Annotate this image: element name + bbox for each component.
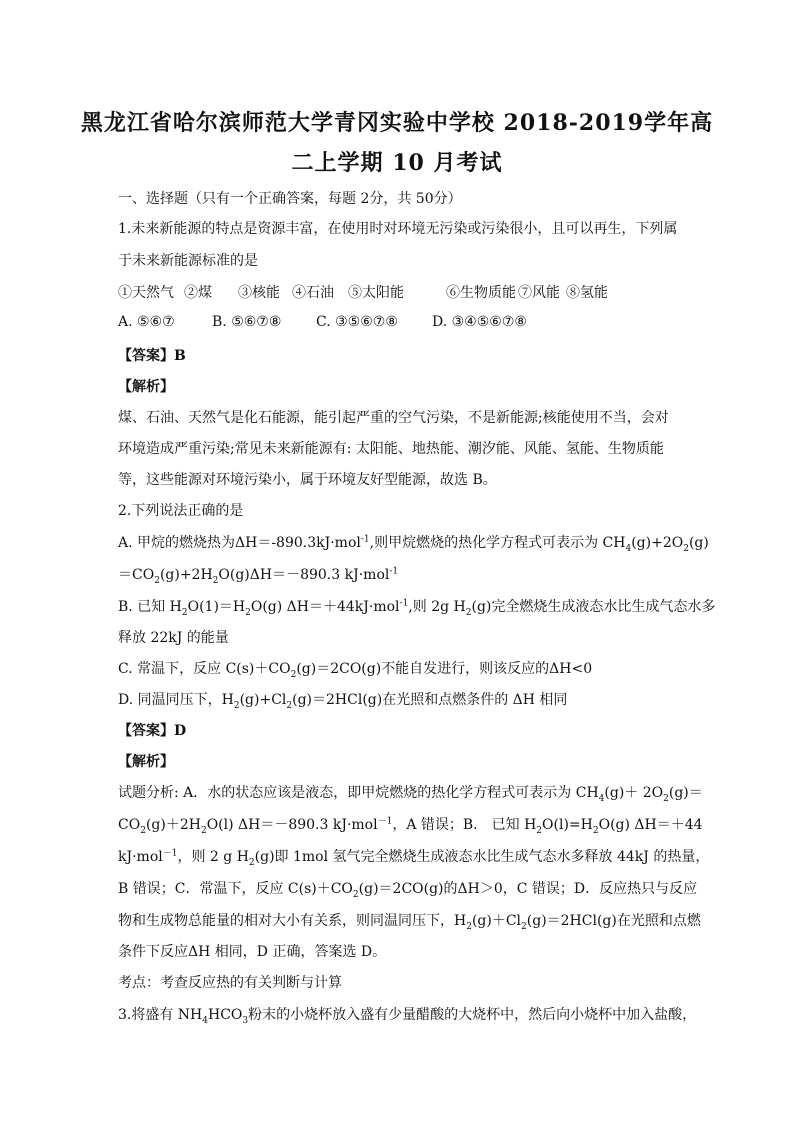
q1-analysis-label: 【解析】 xyxy=(118,379,174,395)
q1-item: ⑧氢能 xyxy=(566,285,608,301)
q1-item: ②煤 xyxy=(184,285,212,301)
q1-item: ①天然气 xyxy=(118,285,174,301)
q2-option-b-line2: 释放 22kJ 的能量 xyxy=(118,630,229,646)
q2-kaodian: 考点：考查反应热的有关判断与计算 xyxy=(118,975,342,991)
q2-analysis-line: 条件下反应ΔH 相同，D 正确，答案选 D。 xyxy=(118,944,387,960)
q1-analysis-line: 环境造成严重污染;常见未来新能源有: 太阳能、地热能、潮汐能、风能、氢能、生物质能 xyxy=(118,441,664,457)
q1-item: ④石油 xyxy=(292,285,334,301)
q1-item: ⑥生物质能 xyxy=(446,285,516,301)
q2-answer: 【答案】D xyxy=(118,723,187,739)
q1-option-a: A. ⑤⑥⑦ xyxy=(118,314,175,330)
q2-option-d: D. 同温同压下，$H_2(g)+Cl_2(g)=2HCl(g)$在光照和点燃条件的 ΔH 相同 xyxy=(118,692,568,711)
q1-analysis-line: 等，这些能源对环境污染小，属于环境友好型能源，故选 B。 xyxy=(118,472,497,488)
q1-item: ⑦风能 xyxy=(518,285,560,301)
q1-answer: 【答案】B xyxy=(118,348,186,364)
q2-analysis-label: 【解析】 xyxy=(118,754,174,770)
q2-option-c: C. 常温下，反应 $C(s)+CO_2(g)=2CO(g)$不能自发进行，则该反应的ΔH<0 xyxy=(118,661,593,680)
document-title-line1: 黑龙江省哈尔滨师范大学青冈实验中学校 2018-2019学年高 xyxy=(80,110,714,136)
q1-stem-line2: 于未来新能源标准的是 xyxy=(118,253,258,269)
q2-stem: 2.下列说法正确的是 xyxy=(118,503,244,519)
q1-items xyxy=(118,282,608,302)
q2-analysis-line: $CO_2(g)+2H_2O(l)$ ΔH＝－890.3 kJ·mol$^{-1}$，A 错误；B． 已知 $H_2O(l)=H_2O(g)$ ΔH＝＋44 xyxy=(118,816,703,836)
q1-analysis-line: 煤、石油、天然气是化石能源，能引起严重的空气污染，不是新能源;核能使用不当，会对 xyxy=(118,410,669,426)
q1-stem-line1: 1.未来新能源的特点是资源丰富，在使用时对环境无污染或污染很小，且可以再生，下列属 xyxy=(118,221,678,237)
q1-option-c: C. ③⑤⑥⑦⑧ xyxy=(316,314,398,330)
document-title-line2: 二上学期 10 月考试 xyxy=(291,150,503,176)
q1-options xyxy=(118,314,527,330)
q2-option-b-line1: B. 已知 $H_2O(1)=H_2O(g)$ ΔH＝＋44kJ·mol$^{-1}$,则 2g $H_2(g)$完全燃烧生成液态水比生成气态水多 xyxy=(118,598,716,618)
q2-analysis-line: 试题分析: A．水的状态应该是液态，即甲烷燃烧的热化学方程式可表示为 $CH_4(g)+ 2O_2(g)=$ xyxy=(118,785,703,804)
q2-analysis-line: kJ·mol$^{-1}$，则 2 g $H_2(g)$即 1mol 氢气完全燃烧生成液态水比生成气态水多释放 44kJ 的热量， xyxy=(118,848,710,868)
q1-option-d: D. ③④⑤⑥⑦⑧ xyxy=(432,314,527,330)
q1-item: ③核能 xyxy=(238,285,280,301)
q2-analysis-line: B 错误；C．常温下，反应 $C(s)+CO_2(g)=2CO(g)$的ΔH＞0，C 错误；D．反应热只与反应 xyxy=(118,881,698,900)
q1-item: ⑤太阳能 xyxy=(348,285,404,301)
q3-stem: 3.将盛有 $NH_4HCO_3$粉末的小烧杯放入盛有少量醋酸的大烧杯中，然后向小烧杯中加入盐酸， xyxy=(118,1007,697,1026)
q2-option-a-line2: $=CO_2(g)+2H_2O(g)\Delta H=-890.3$ kJ·mol$^{-1}$ xyxy=(118,566,399,586)
section-header: 一、选择题（只有一个正确答案，每题 2分，共 50分） xyxy=(118,191,462,207)
q2-analysis-line: 物和生成物总能量的相对大小有关系，则同温同压下，$H_2(g)+Cl_2(g)=2HCl(g)$在光照和点燃 xyxy=(118,913,701,932)
q1-option-b: B. ⑤⑥⑦⑧ xyxy=(212,314,282,330)
q2-option-a-line1: A. 甲烷的燃烧热为ΔH＝-890.3kJ·mol$^{-1}$,则甲烷燃烧的热化学方程式可表示为 $CH_4(g)+2O_2(g)$ xyxy=(118,534,709,554)
